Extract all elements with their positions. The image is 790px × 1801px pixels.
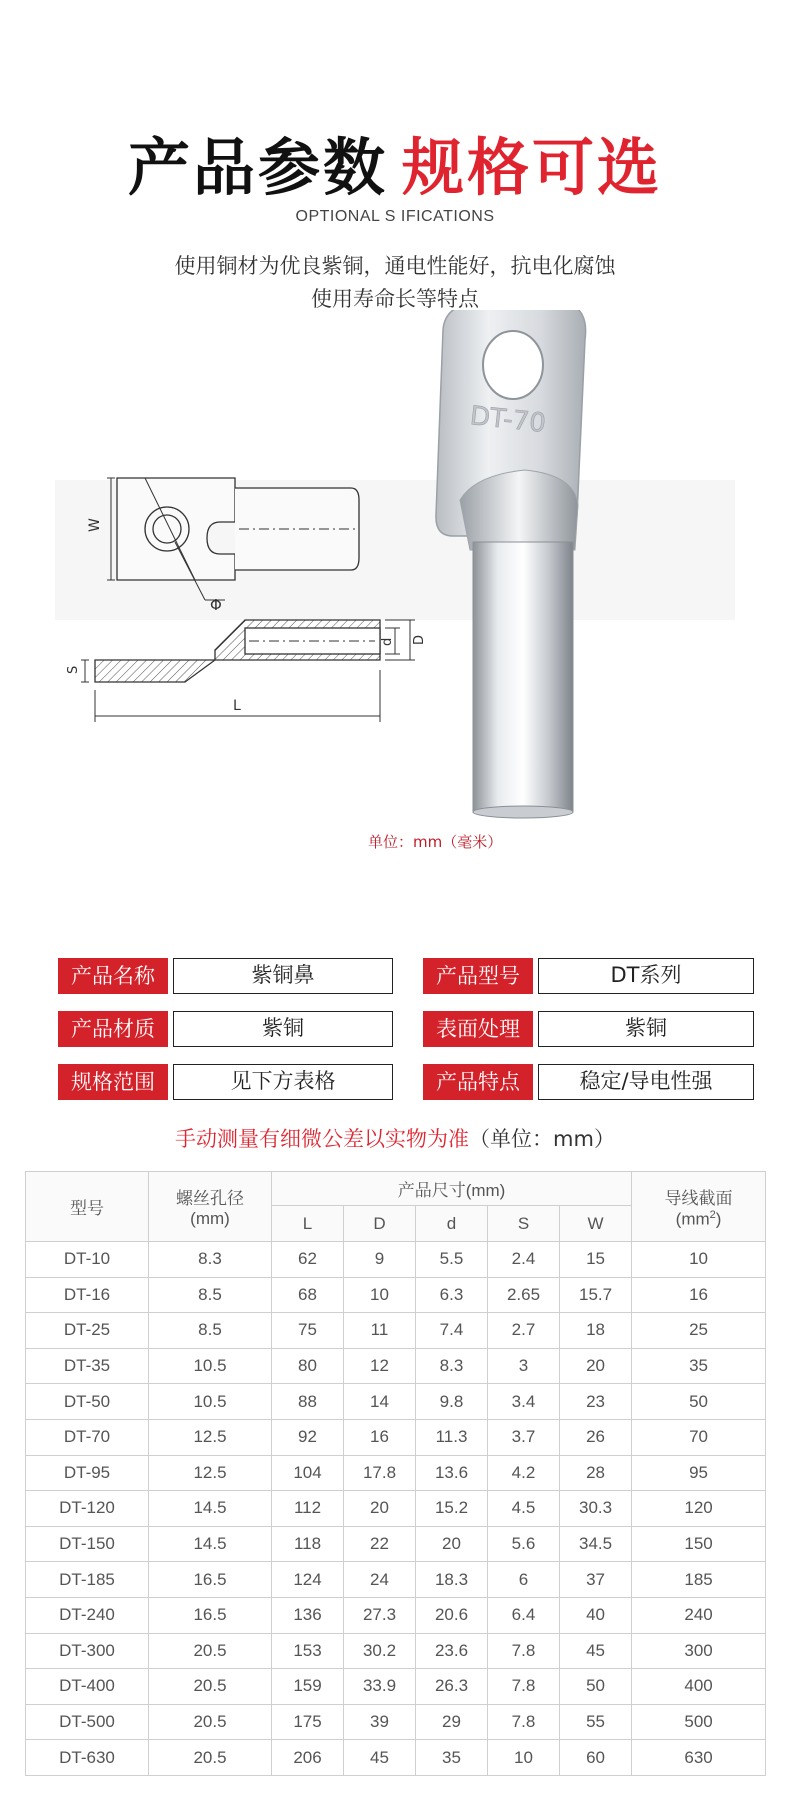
cell-hole: 12.5	[149, 1455, 272, 1491]
lug-tube	[473, 542, 573, 812]
cell-D: 9	[344, 1242, 416, 1278]
table-row	[26, 1526, 766, 1562]
cell-l: 62	[272, 1242, 344, 1278]
lug-stamp: DT-70	[468, 401, 548, 439]
cell-s: 2.65	[488, 1277, 560, 1313]
table-row	[26, 1633, 766, 1669]
description-line-2: 使用寿命长等特点	[311, 287, 479, 311]
cell-d: 29	[416, 1704, 488, 1740]
cell-s: 2.4	[488, 1242, 560, 1278]
cell-s: 7.8	[488, 1704, 560, 1740]
header-dim-l: L	[272, 1206, 344, 1242]
table-row	[26, 1455, 766, 1491]
cell-wire: 120	[632, 1491, 766, 1527]
cell-w: 20	[560, 1348, 632, 1384]
subtitle-english: OPTIONAL S IFICATIONS	[295, 208, 495, 225]
spec-value-range: 见下方表格	[173, 1064, 393, 1100]
cell-model: DT-630	[26, 1740, 149, 1776]
cell-D: 22	[344, 1526, 416, 1562]
cell-hole: 8.5	[149, 1313, 272, 1349]
cell-wire: 240	[632, 1597, 766, 1633]
table-row	[26, 1740, 766, 1776]
cell-l: 104	[272, 1455, 344, 1491]
cell-hole: 10.5	[149, 1348, 272, 1384]
spec-value-surface: 紫铜	[538, 1011, 754, 1047]
table-row	[26, 1491, 766, 1527]
cell-hole: 8.5	[149, 1277, 272, 1313]
cell-s: 2.7	[488, 1313, 560, 1349]
table-row	[26, 1597, 766, 1633]
table-row	[26, 1419, 766, 1455]
cell-w: 15.7	[560, 1277, 632, 1313]
cell-l: 136	[272, 1597, 344, 1633]
label-phi: Φ	[210, 596, 222, 614]
cell-d: 13.6	[416, 1455, 488, 1491]
cell-D: 27.3	[344, 1597, 416, 1633]
cell-s: 3	[488, 1348, 560, 1384]
cell-D: 45	[344, 1740, 416, 1776]
description-line-1: 使用铜材为优良紫铜，通电性能好，抗电化腐蚀	[174, 254, 616, 278]
cell-model: DT-500	[26, 1704, 149, 1740]
cell-s: 4.5	[488, 1491, 560, 1527]
cell-l: 88	[272, 1384, 344, 1420]
cell-D: 24	[344, 1562, 416, 1598]
header-hole	[149, 1172, 272, 1242]
cell-d: 7.4	[416, 1313, 488, 1349]
cell-w: 40	[560, 1597, 632, 1633]
spec-value-model: DT系列	[538, 958, 754, 994]
header-wire	[632, 1172, 766, 1242]
cell-w: 60	[560, 1740, 632, 1776]
header-dim-w: W	[560, 1206, 632, 1242]
cell-d: 9.8	[416, 1384, 488, 1420]
cell-d: 20.6	[416, 1597, 488, 1633]
cell-hole: 20.5	[149, 1704, 272, 1740]
table-row	[26, 1242, 766, 1278]
spec-label-model: 产品型号	[423, 958, 533, 994]
cell-s: 3.4	[488, 1384, 560, 1420]
cell-wire: 300	[632, 1633, 766, 1669]
header-dim-s: S	[488, 1206, 560, 1242]
label-s: S	[66, 665, 81, 674]
spec-table	[25, 1171, 765, 1776]
cell-hole: 20.5	[149, 1633, 272, 1669]
cell-hole: 10.5	[149, 1384, 272, 1420]
cell-wire: 50	[632, 1384, 766, 1420]
table-row	[26, 1704, 766, 1740]
cell-w: 55	[560, 1704, 632, 1740]
spec-row-1	[58, 958, 754, 994]
measure-note-unit: （单位：mm）	[469, 1127, 615, 1151]
table-body	[26, 1242, 766, 1776]
cell-wire: 95	[632, 1455, 766, 1491]
cell-wire: 185	[632, 1562, 766, 1598]
cell-w: 23	[560, 1384, 632, 1420]
cell-l: 118	[272, 1526, 344, 1562]
cell-hole: 8.3	[149, 1242, 272, 1278]
cell-model: DT-120	[26, 1491, 149, 1527]
cell-D: 16	[344, 1419, 416, 1455]
header-dim-d: d	[416, 1206, 488, 1242]
table-row	[26, 1562, 766, 1598]
header-dim-D: D	[344, 1206, 416, 1242]
cell-model: DT-300	[26, 1633, 149, 1669]
measure-note	[0, 1123, 790, 1153]
spec-value-feature: 稳定/导电性强	[538, 1064, 754, 1100]
cell-s: 6	[488, 1562, 560, 1598]
cell-wire: 25	[632, 1313, 766, 1349]
cell-model: DT-95	[26, 1455, 149, 1491]
header-wire-line2	[632, 1209, 765, 1230]
cell-wire: 150	[632, 1526, 766, 1562]
lug-tube-end	[473, 806, 573, 818]
cell-s: 3.7	[488, 1419, 560, 1455]
cell-hole: 20.5	[149, 1740, 272, 1776]
table-row	[26, 1277, 766, 1313]
cell-wire: 500	[632, 1704, 766, 1740]
label-l: L	[233, 698, 241, 714]
cell-D: 39	[344, 1704, 416, 1740]
cell-d: 8.3	[416, 1348, 488, 1384]
cell-l: 68	[272, 1277, 344, 1313]
cell-hole: 16.5	[149, 1597, 272, 1633]
cell-d: 35	[416, 1740, 488, 1776]
cell-hole: 14.5	[149, 1491, 272, 1527]
cell-model: DT-50	[26, 1384, 149, 1420]
cell-w: 15	[560, 1242, 632, 1278]
spec-label-material: 产品材质	[58, 1011, 168, 1047]
cell-l: 80	[272, 1348, 344, 1384]
cell-model: DT-16	[26, 1277, 149, 1313]
unit-note: 单位：mm（毫米）	[368, 833, 503, 851]
cell-model: DT-25	[26, 1313, 149, 1349]
cell-model: DT-150	[26, 1526, 149, 1562]
diagram-side-view	[81, 620, 415, 722]
spec-value-material: 紫铜	[173, 1011, 393, 1047]
cell-wire: 400	[632, 1669, 766, 1705]
label-d-large: D	[412, 634, 427, 645]
page-title	[0, 118, 790, 207]
cell-s: 5.6	[488, 1526, 560, 1562]
cell-D: 14	[344, 1384, 416, 1420]
cell-d: 20	[416, 1526, 488, 1562]
cell-s: 4.2	[488, 1455, 560, 1491]
cell-w: 26	[560, 1419, 632, 1455]
cell-wire: 16	[632, 1277, 766, 1313]
cell-l: 153	[272, 1633, 344, 1669]
cell-D: 12	[344, 1348, 416, 1384]
cell-D: 11	[344, 1313, 416, 1349]
cell-model: DT-35	[26, 1348, 149, 1384]
spec-row-2	[58, 1011, 754, 1047]
cell-d: 15.2	[416, 1491, 488, 1527]
cell-w: 37	[560, 1562, 632, 1598]
cell-l: 159	[272, 1669, 344, 1705]
title-red: 规格可选	[402, 131, 663, 204]
table-row	[26, 1313, 766, 1349]
cell-d: 26.3	[416, 1669, 488, 1705]
cell-l: 124	[272, 1562, 344, 1598]
cell-model: DT-240	[26, 1597, 149, 1633]
cell-w: 30.3	[560, 1491, 632, 1527]
table-row	[26, 1384, 766, 1420]
cell-hole: 20.5	[149, 1669, 272, 1705]
header-hole-line2: (mm)	[190, 1209, 230, 1228]
cell-model: DT-400	[26, 1669, 149, 1705]
cell-w: 34.5	[560, 1526, 632, 1562]
cell-wire: 10	[632, 1242, 766, 1278]
spec-row-3	[58, 1064, 754, 1100]
label-d-small: d	[380, 637, 395, 646]
cell-D: 17.8	[344, 1455, 416, 1491]
spec-label-range: 规格范围	[58, 1064, 168, 1100]
header-wire-sup: 2	[709, 1208, 716, 1221]
cell-hole: 12.5	[149, 1419, 272, 1455]
cell-d: 23.6	[416, 1633, 488, 1669]
table-row	[26, 1348, 766, 1384]
cell-D: 20	[344, 1491, 416, 1527]
cell-D: 30.2	[344, 1633, 416, 1669]
label-w: W	[87, 518, 103, 532]
spec-value-name: 紫铜鼻	[173, 958, 393, 994]
cell-wire: 630	[632, 1740, 766, 1776]
header-dims-group: 产品尺寸(mm)	[272, 1172, 632, 1206]
cell-w: 18	[560, 1313, 632, 1349]
header-hole-line1: 螺丝孔径	[176, 1189, 244, 1208]
cell-d: 11.3	[416, 1419, 488, 1455]
cell-D: 33.9	[344, 1669, 416, 1705]
cell-wire: 70	[632, 1419, 766, 1455]
spec-label-surface: 表面处理	[423, 1011, 533, 1047]
cell-s: 6.4	[488, 1597, 560, 1633]
header-model: 型号	[26, 1172, 149, 1242]
cell-model: DT-185	[26, 1562, 149, 1598]
table-row	[26, 1669, 766, 1705]
cell-hole: 16.5	[149, 1562, 272, 1598]
cell-model: DT-70	[26, 1419, 149, 1455]
header-wire-line1: 导线截面	[664, 1188, 733, 1208]
cell-s: 10	[488, 1740, 560, 1776]
cell-d: 6.3	[416, 1277, 488, 1313]
lug-hole	[483, 331, 543, 399]
cell-l: 112	[272, 1491, 344, 1527]
cell-model: DT-10	[26, 1242, 149, 1278]
cell-l: 75	[272, 1313, 344, 1349]
cell-l: 175	[272, 1704, 344, 1740]
cell-D: 10	[344, 1277, 416, 1313]
cell-l: 206	[272, 1740, 344, 1776]
cell-d: 5.5	[416, 1242, 488, 1278]
cell-w: 28	[560, 1455, 632, 1491]
header-wire-open: (mm	[675, 1209, 710, 1229]
cell-wire: 35	[632, 1348, 766, 1384]
cell-s: 7.8	[488, 1669, 560, 1705]
spec-label-feature: 产品特点	[423, 1064, 533, 1100]
cell-l: 92	[272, 1419, 344, 1455]
cell-w: 45	[560, 1633, 632, 1669]
measure-note-red: 手动测量有细微公差以实物为准	[175, 1127, 470, 1151]
cell-s: 7.8	[488, 1633, 560, 1669]
spec-label-name: 产品名称	[58, 958, 168, 994]
header-wire-close: )	[715, 1209, 722, 1229]
cell-w: 50	[560, 1669, 632, 1705]
cell-d: 18.3	[416, 1562, 488, 1598]
title-black: 产品参数	[127, 131, 388, 204]
cell-hole: 14.5	[149, 1526, 272, 1562]
